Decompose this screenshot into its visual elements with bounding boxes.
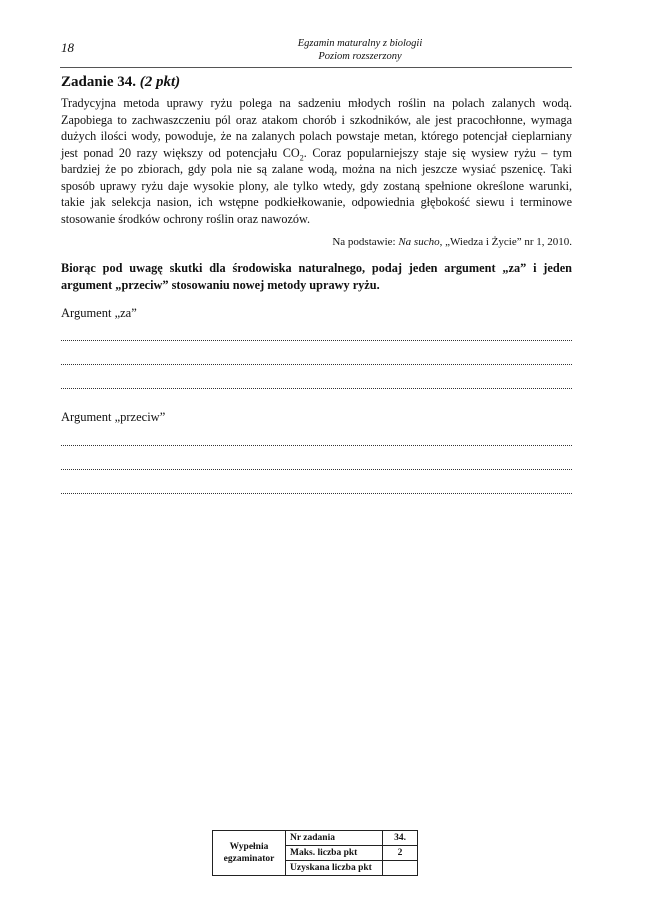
- source-title: Na sucho: [398, 236, 440, 248]
- answer-line-for-2[interactable]: [61, 364, 572, 365]
- task-points: (2 pkt): [139, 74, 181, 90]
- passage-part-2: . Coraz popularniejszy staje się wysiew ryżu – tym bardziej że po zbiorach, gdy pola nie są zalane wodą, można na nich jeszcze wysiać pszenicę. Taki sposób uprawy ryżu daje wysokie plony, ale tylko wtedy, gdy zostaną spełnione określone warunki, takie jak selekcja nasion, ich wstępne podkiełkowanie, odpowiednia głębokość siewu i terminowe stosowanie środków ochrony roślin oraz nawozów.: [61, 145, 572, 226]
- answer-line-for-1[interactable]: [61, 340, 572, 341]
- exam-level: Poziom rozszerzony: [318, 51, 402, 62]
- answer-line-against-2[interactable]: [61, 469, 572, 470]
- source-rest: , „Wiedza i Życie” nr 1, 2010.: [439, 236, 572, 248]
- task-instruction: Biorąc pod uwagę skutki dla środowiska naturalnego, podaj jeden argument „za” i jeden argument „przeciw” stosowaniu nowej metody uprawy ryżu.: [61, 261, 572, 292]
- grader-table: [212, 830, 418, 876]
- answer-line-against-1[interactable]: [61, 445, 572, 446]
- grader-label-task-number: Nr zadania: [286, 831, 383, 846]
- source-prefix: Na podstawie:: [332, 236, 399, 248]
- header-titles: [150, 37, 570, 63]
- task-number: Zadanie 34.: [61, 74, 137, 90]
- passage-part-1: Tradycyjna metoda uprawy ryżu polega na sadzeniu młodych roślin na polach zalanych wodą. Zapobiega to zachwaszczeniu pól oraz atakom chorób i szkodników, ale jest pracochłonne, wymaga dużych ilości wody, powoduje, że na zalanych polach powstaje metan, którego potencjał cieplarniany jest ponad 20 razy większy od potencjału CO: [61, 96, 572, 160]
- argument-for-label: Argument „za”: [61, 306, 137, 320]
- co2-subscript: 2: [299, 152, 304, 162]
- grader-value-obtained-points[interactable]: [383, 861, 418, 876]
- answer-line-for-3[interactable]: [61, 388, 572, 389]
- grader-label-max-points: Maks. liczba pkt: [286, 846, 383, 861]
- exam-title: Egzamin maturalny z biologii: [297, 38, 423, 49]
- passage-source: [61, 236, 572, 248]
- task-passage: [61, 95, 572, 227]
- answer-line-against-3[interactable]: [61, 493, 572, 494]
- grader-value-max-points: 2: [383, 846, 418, 861]
- task-title: [61, 74, 180, 91]
- page-number: 18: [61, 40, 74, 55]
- grader-label-obtained-points: Uzyskana liczba pkt: [286, 861, 383, 876]
- header-rule: [60, 67, 572, 68]
- filled-by-examiner: Wypełnia egzaminator: [213, 831, 286, 876]
- argument-against-label: Argument „przeciw”: [61, 410, 166, 424]
- grader-value-task-number: 34.: [383, 831, 418, 846]
